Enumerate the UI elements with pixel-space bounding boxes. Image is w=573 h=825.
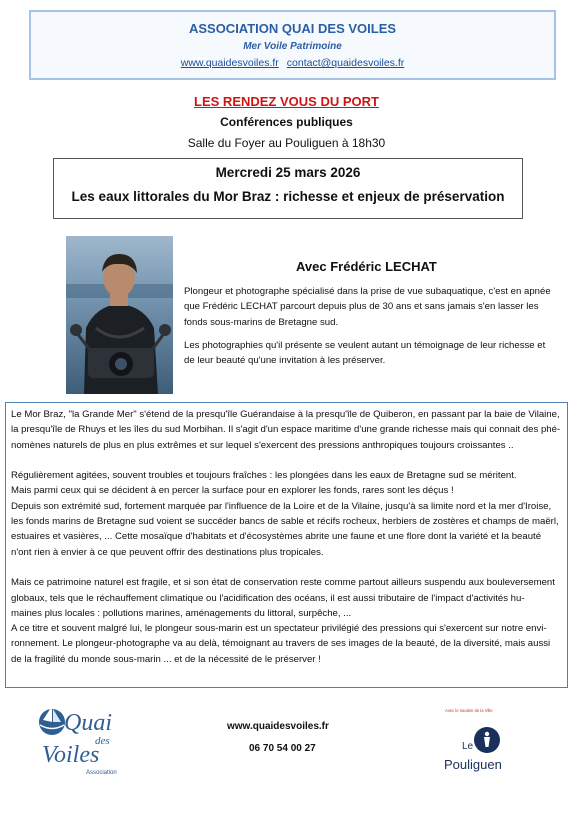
description-line: Mais parmi ceux qui se décident à en percer la surface pour en explorer les fonds, rares sont les déçus ! xyxy=(11,485,454,497)
header-links xyxy=(31,57,554,69)
association-title: ASSOCIATION QUAI DES VOILES xyxy=(188,21,397,36)
description-line: Depuis son extrémité sud, fortement marquée par l'influence de la Loire et de la Vilaine, jusqu'à sa limite nord et la mer d'Iroise, xyxy=(11,500,552,512)
event-date: Mercredi 25 mars 2026 xyxy=(215,165,361,180)
email-link[interactable]: contact@quaidesvoiles.fr xyxy=(286,57,405,69)
le-pouliguen-logo xyxy=(441,726,511,776)
le-pouliguen-name: Pouliguen xyxy=(444,757,502,772)
bio-paragraph: Les photographies qu'il présente se veulent autant un témoignage de leur richesse et de leur beauté qu'une invitation à les préserver. xyxy=(184,339,546,367)
description-line: globaux, tels que le réchauffement climatique ou l'acidification des océans, il est aussi tributaire de l'impact d'activités hu- xyxy=(11,592,525,604)
description-line: ronnement. Le plongeur-photographe va au delà, témoignant au travers de ses images de la beauté, de la diversité, mais aussi xyxy=(11,638,551,650)
paragraph-gap xyxy=(11,453,561,468)
logo-word-association: Association xyxy=(86,770,117,776)
association-header xyxy=(29,10,556,80)
description-line: les fonds marins de Bretagne sud voient se succéder bancs de sable et récifs rocheux, herbiers de zostères et champs de maërl, xyxy=(11,516,559,528)
description-box xyxy=(5,402,568,688)
description-line: de la fragilité du monde sous-marin ... et de la nécessité de le préserver ! xyxy=(11,653,321,665)
event-kind: Conférences publiques xyxy=(220,115,353,129)
speaker-photo xyxy=(66,236,173,394)
description-line: estuaires et vasières, ... Cette mosaïque d'habitats et d'écosystèmes abrite une faune et une flore dont la variété et la beauté xyxy=(11,531,542,543)
description-line: Mais ce patrimoine naturel est fragile, et si son état de conservation reste comme partout ailleurs suspendu aux bouleversement xyxy=(11,577,555,589)
description-line: maines plus locales : pollutions marines, aménagements du littoral, surpêche, ... xyxy=(11,607,352,619)
description-line: Le Mor Braz, "la Grande Mer" s'étend de la presqu'île Guérandaise à la presqu'île de Quiberon, en passant par la baie de Vilaine, xyxy=(11,409,560,420)
description-line: A ce titre et souvent malgré lui, le plongeur sous-marin est un spectateur privilégié des pressions qui s'exercent sur notre envi- xyxy=(11,623,547,635)
event-venue: Salle du Foyer au Pouliguen à 18h30 xyxy=(187,136,386,150)
description-line: Régulièrement agitées, souvent troubles et toujours fraîches : les plongées dans les eaux de Bretagne sud se méritent. xyxy=(11,470,517,482)
quai-des-voiles-logo-icon xyxy=(34,700,126,778)
le-pouliguen-le: Le xyxy=(462,741,474,752)
series-title: LES RENDEZ VOUS DU PORT xyxy=(194,94,379,109)
quai-des-voiles-logo xyxy=(34,700,126,778)
logo-word-voiles: Voiles xyxy=(42,742,100,768)
speaker-heading: Avec Frédéric LECHAT xyxy=(296,259,437,274)
event-title: Les eaux littorales du Mor Braz : richesse et enjeux de préservation xyxy=(71,189,505,204)
description-line: nomènes naturels de plus en plus extrêmes et sur lequel s'exercent des pressions anthropiques toujours croissantes .. xyxy=(11,439,514,451)
speaker-bio xyxy=(184,284,554,376)
description-line: la presqu'île de Rhuys et les îles du sud Morbihan. Il s'agit d'un espace maritime d'une grande richesse mais qui connait des phé- xyxy=(11,424,561,436)
paragraph-gap xyxy=(11,560,561,575)
support-notice: Avec le soutien de la Ville xyxy=(445,708,493,713)
footer-website[interactable]: www.quaidesvoiles.fr xyxy=(227,721,329,732)
website-link[interactable]: www.quaidesvoiles.fr xyxy=(180,57,279,69)
bio-paragraph: Plongeur et photographe spécialisé dans la prise de vue subaquatique, c'est en apnée que Frédéric LECHAT parcourt depuis plus de 30 ans et sans jamais s'en lasser les fonds sous-marins de Bretagne sud. xyxy=(184,286,551,328)
description-line: n'ont rien à envier à ce que peuvent offrir des destinations plus tropicales. xyxy=(11,546,324,558)
footer-phone: 06 70 54 00 27 xyxy=(249,743,316,754)
association-subtitle: Mer Voile Patrimoine xyxy=(243,41,342,52)
logo-word-quai: Quai xyxy=(64,710,112,736)
le-pouliguen-emblem-icon xyxy=(473,726,501,754)
event-box xyxy=(53,158,523,219)
logo-word-des: des xyxy=(95,735,110,747)
diver-with-camera-photo-icon xyxy=(66,236,173,394)
